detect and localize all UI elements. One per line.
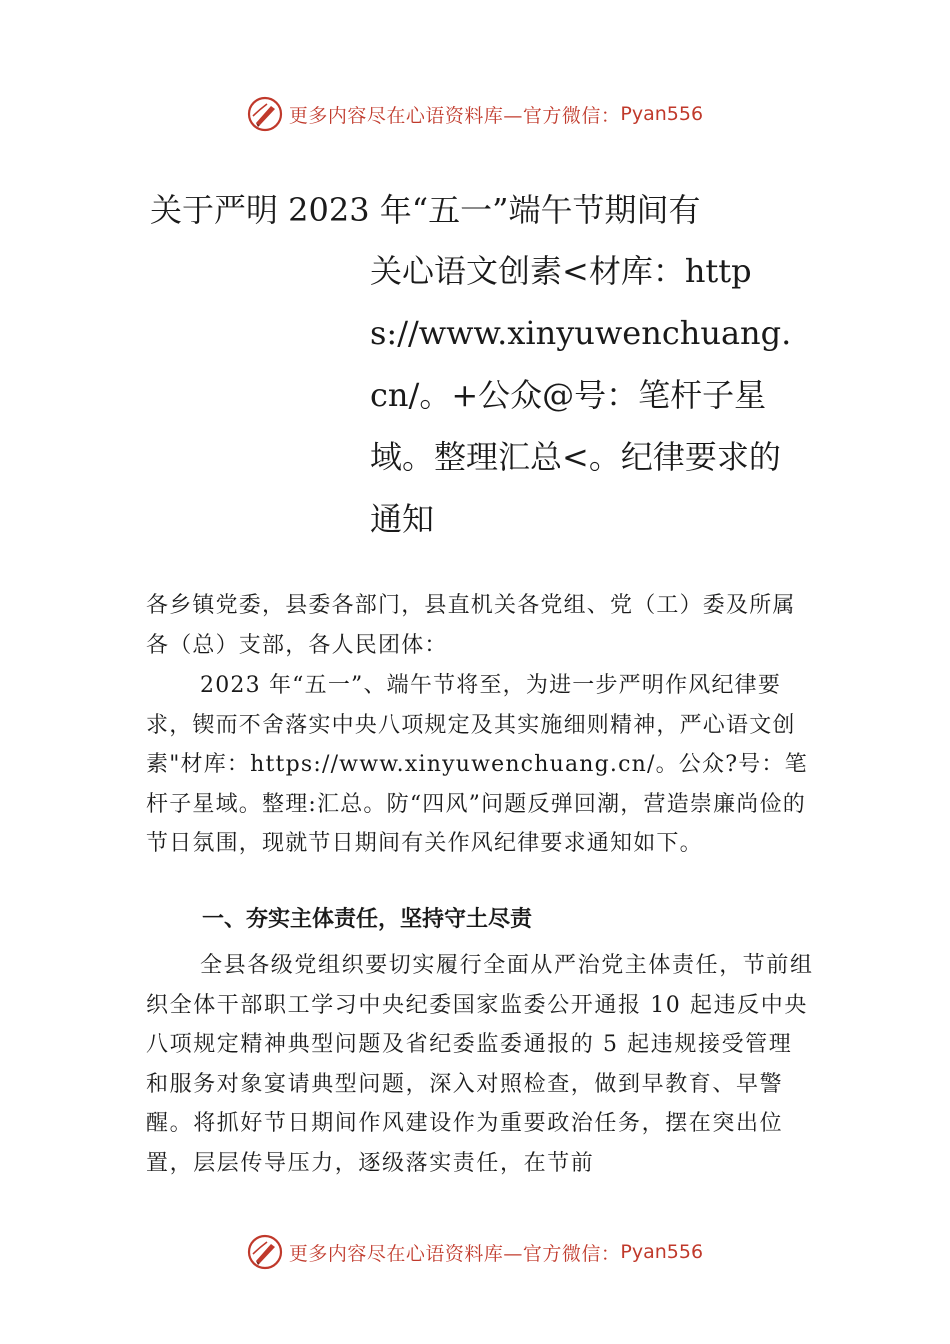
pen-logo-icon	[247, 1234, 283, 1270]
footer-banner	[0, 1232, 950, 1272]
greeting-paragraph: 各乡镇党委，县委各部门，县直机关各党组、党（工）委及所属各（总）支部，各人民团体：	[146, 593, 796, 658]
banner-text: 更多内容尽在心语资料库—官方微信：	[288, 104, 621, 127]
document-title-line1: 关于严明 2023 年“五一”端午节期间有	[150, 191, 701, 229]
banner-text: 更多内容尽在心语资料库—官方微信：	[288, 1242, 621, 1265]
section-1-paragraph: 全县各级党组织要切实履行全面从严治党主体责任，节前组织全体干部职工学习中央纪委国家监委公开通报 10 起违反中央八项规定精神典型问题及省纪委监委通报的 5 起违规接受管理和服务对象宴请典型问题，深入对照检查，做到早教育、早警醒。将抓好节日期间作风建设作为重要政治任务，摆在突出位置，层层传导压力，逐级落实责任，在节前	[146, 953, 814, 1176]
intro-paragraph: 2023 年“五一”、端午节将至，为进一步严明作风纪律要求，锲而不舍落实中央八项规定及其实施细则精神，严心语文创素"材库：https://www.xinyuwenchuang.cn/。公众?号：笔杆子星域。整理:汇总。防“四风”问题反弹回潮，营造崇廉尚俭的节日氛围，现就节日期间有关作风纪律要求通知如下。	[146, 673, 808, 856]
banner-wechat-id: Pyan556	[620, 1241, 704, 1263]
pen-logo-icon	[247, 96, 283, 132]
document-title-continuation: 关心语文创素<材库：https://www.xinyuwenchuang.cn/。+公众@号：笔杆子星域。整理汇总<。纪律要求的通知	[370, 252, 792, 538]
header-banner	[0, 94, 950, 134]
banner-wechat-id: Pyan556	[620, 103, 704, 125]
section-heading-1: 一、夯实主体责任，坚持守土尽责	[202, 907, 533, 932]
